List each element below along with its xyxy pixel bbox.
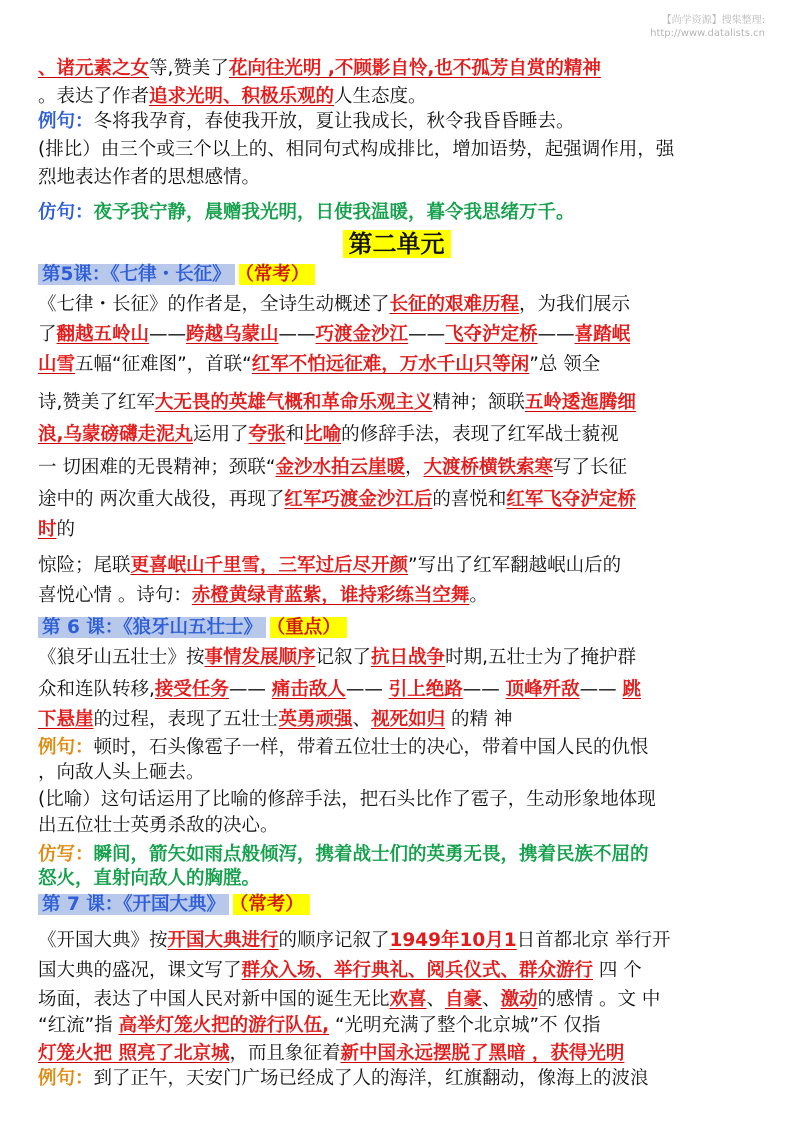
body-text: ——: [345, 679, 389, 700]
text-line: [38, 84, 763, 110]
body-text: 诗,赞美了红军: [38, 392, 155, 413]
body-text: 和: [285, 424, 305, 445]
highlight-text: 时: [38, 519, 57, 540]
body-text: 的感情 。文 中: [537, 989, 661, 1010]
text-line: [38, 707, 763, 733]
lesson-header: [38, 261, 315, 289]
highlight-text: 抗日战争: [371, 647, 446, 668]
body-text: 。: [469, 585, 488, 606]
body-text: 、: [426, 989, 446, 1010]
body-text: 《七律・长征》的作者是，全诗生动概述了: [38, 294, 390, 315]
body-text: ——: [462, 679, 506, 700]
highlight-text: 视死如归: [371, 709, 446, 730]
highlight-text: 英勇顽强: [278, 709, 353, 730]
text-line: [38, 553, 763, 579]
text-line: [38, 987, 763, 1013]
highlight-text: 翻越五岭山: [56, 324, 150, 345]
highlight-text: 飞夺泸定桥: [445, 324, 538, 345]
lesson-tag: （重点）: [270, 617, 347, 638]
body-text: ”写出了红军翻越岷山后的: [408, 555, 622, 576]
label-text: 例句：: [38, 111, 94, 132]
text-line: [38, 165, 763, 191]
highlight-text: 浪,乌蒙磅礴走泥丸: [38, 424, 194, 445]
body-text: 等,赞美了: [149, 58, 229, 79]
watermark-line: 【尚学资源】搜集整理:: [661, 15, 765, 26]
text-line: [38, 583, 763, 609]
body-text: 冬将我孕育，春使我开放，夏让我成长，秋令我昏昏睡去。: [93, 111, 575, 132]
body-text: 、: [352, 709, 372, 730]
body-text: 日首都北京 举行开: [516, 930, 671, 951]
body-text: (比喻）这句话运用了比喻的修辞手法，把石头比作了雹子，生动形象地体现: [38, 789, 656, 810]
highlight-text: 、诸元素之女: [38, 58, 150, 79]
highlight-text: 追求光明、积极乐观的: [149, 86, 335, 107]
imitation-sentence: 瞬间，箭矢如雨点般倾泻，携着战士们的英勇无畏，携着民族不屈的: [93, 844, 649, 865]
label-text: 例句：: [38, 1068, 94, 1089]
lesson-tag: （常考）: [233, 894, 310, 915]
text-line: [38, 292, 763, 318]
body-text: ——: [149, 324, 187, 345]
lesson-title: 第5课：《七律・长征》: [38, 264, 235, 285]
highlight-text: 喜踏岷: [574, 324, 631, 345]
highlight-text: 红军飞夺泸定桥: [506, 489, 636, 510]
body-text: “光明充满了整个北京城”不 仅指: [329, 1015, 601, 1036]
body-text: “红流”指: [38, 1015, 119, 1036]
text-line: [38, 760, 763, 786]
text-line: [38, 137, 763, 163]
highlight-text: 五岭逶迤腾细: [524, 392, 636, 413]
body-text: ，为我们展示: [519, 294, 631, 315]
highlight-text: 跳: [622, 679, 642, 700]
body-text: 记叙了: [315, 647, 372, 668]
highlight-text: 引上绝路: [388, 679, 463, 700]
text-line: [38, 1066, 763, 1092]
text-line: [38, 56, 763, 82]
body-text: 《狼牙山五壮士》按: [38, 647, 205, 668]
lesson-title: 第 6 课：《狼牙山五壮士》: [38, 617, 266, 638]
text-line: [38, 352, 763, 378]
label-text: 仿句：: [38, 202, 94, 223]
highlight-text: 1949年10月1: [389, 930, 517, 951]
highlight-text: 大渡桥横铁索寒: [423, 457, 554, 478]
body-text: 《开国大典》按: [38, 930, 168, 951]
unit-heading-text: 第二单元: [343, 230, 451, 258]
highlight-text: 激动: [500, 989, 538, 1010]
text-line: [38, 813, 763, 839]
text-line: [38, 1041, 763, 1067]
text-line: [38, 1013, 763, 1039]
label-text: 仿写：: [38, 844, 94, 865]
highlight-text: 赤橙黄绿青蓝紫，谁持彩练当空舞: [191, 585, 470, 606]
body-text: 的过程，表现了五壮士: [93, 709, 279, 730]
highlight-text: 跨越乌蒙山: [186, 324, 279, 345]
text-line: [38, 390, 763, 416]
highlight-text: 群众入场、举行典礼、阅兵仪式、群众游行: [241, 960, 594, 981]
imitation-sentence: 夜予我宁静，晨赠我光明，日使我温暖，暮令我思绪万千。: [93, 202, 575, 223]
highlight-text: 顶峰歼敌: [505, 679, 580, 700]
body-text: ——: [537, 324, 575, 345]
body-text: (排比）由三个或三个以上的、相同句式构成排比，增加语势，起强调作用，强: [38, 139, 675, 160]
body-text: 到了正午，天安门广场已经成了人的海洋，红旗翻动，像海上的波浪: [93, 1068, 649, 1089]
text-line: [38, 677, 763, 703]
unit-heading: [0, 228, 793, 260]
body-text: 了: [38, 324, 57, 345]
highlight-text: 自豪: [445, 989, 483, 1010]
watermark: [650, 14, 765, 40]
highlight-text: 下悬崖: [38, 709, 94, 730]
highlight-text: 花向往光明 ,不顾影自怜,也不孤芳自赏的精神: [228, 58, 601, 79]
highlight-text: 比喻: [304, 424, 342, 445]
body-text: 精神；颔联: [432, 392, 525, 413]
text-line: [38, 866, 763, 892]
highlight-text: 红军巧渡金沙江后: [284, 489, 433, 510]
highlight-text: 长征的艰难历程: [389, 294, 520, 315]
body-text: 惊险；尾联: [38, 555, 131, 576]
body-text: 烈地表达作者的思想感情。: [38, 167, 261, 188]
body-text: 。表达了作者: [38, 86, 150, 107]
highlight-text: 接受任务: [154, 679, 229, 700]
highlight-text: 痛击敌人: [271, 679, 346, 700]
body-text: 运用了: [193, 424, 249, 445]
body-text: ”总 领全: [529, 354, 601, 375]
text-line: [38, 928, 763, 954]
text-line: [38, 422, 763, 448]
body-text: 国大典的盛况，课文写了: [38, 960, 242, 981]
text-line: [38, 842, 763, 868]
highlight-text: 红军不怕远征难，万水千山只等闲: [251, 354, 530, 375]
highlight-text: 巧渡金沙江: [315, 324, 409, 345]
body-text: 喜悦心情 。诗句：: [38, 585, 192, 606]
text-line: [38, 109, 763, 135]
body-text: 的: [56, 519, 76, 540]
highlight-text: 开国大典进行: [167, 930, 279, 951]
body-text: 人生态度。: [334, 86, 427, 107]
text-line: [38, 958, 763, 984]
highlight-text: 灯笼火把 照亮了北京城: [38, 1043, 230, 1064]
body-text: 的顺序记叙了: [278, 930, 390, 951]
body-text: 、: [482, 989, 501, 1010]
body-text: ——: [278, 324, 316, 345]
body-text: 众和连队转移,: [38, 679, 155, 700]
highlight-text: 更喜岷山千里雪，三军过后尽开颜: [130, 555, 409, 576]
highlight-text: 高举灯笼火把的游行队伍,: [118, 1015, 330, 1036]
text-line: [38, 322, 763, 348]
body-text: 场面，表达了中国人民对新中国的诞生无比: [38, 989, 390, 1010]
watermark-line: http://www.datalists.cn: [650, 28, 765, 39]
highlight-text: 山雪: [38, 354, 76, 375]
text-line: [38, 645, 763, 671]
lesson-tag: （常考）: [239, 264, 316, 285]
body-text: 一 切困难的无畏精神；颈联“: [38, 457, 276, 478]
body-text: ，向敌人头上砸去。: [38, 762, 205, 783]
body-text: 时期,五壮士为了掩护群: [445, 647, 636, 668]
body-text: ——: [228, 679, 272, 700]
body-text: 的喜悦和: [432, 489, 507, 510]
body-text: ——: [408, 324, 446, 345]
text-line: [38, 735, 763, 761]
body-text: ，: [404, 457, 424, 478]
body-text: 途中的 两次重大战役，再现了: [38, 489, 285, 510]
body-text: ——: [579, 679, 623, 700]
body-text: 四 个: [593, 960, 642, 981]
lesson-title: 第 7 课：《开国大典》: [38, 894, 229, 915]
highlight-text: 大无畏的英雄气概和革命乐观主义: [154, 392, 433, 413]
body-text: 的修辞手法，表现了红军战士藐视: [341, 424, 619, 445]
imitation-sentence: 怒火，直射向敌人的胸膛。: [38, 868, 261, 889]
highlight-text: 新中国永远摆脱了黑暗 ，获得光明: [340, 1043, 625, 1064]
body-text: 的精 神: [445, 709, 513, 730]
lesson-header: [38, 891, 310, 919]
text-line: [38, 787, 763, 813]
body-text: 写了长征: [553, 457, 628, 478]
body-text: 顿时，石头像雹子一样，带着五位壮士的决心，带着中国人民的仇恨: [93, 737, 649, 758]
label-text: 例句：: [38, 737, 94, 758]
highlight-text: 事情发展顺序: [204, 647, 316, 668]
highlight-text: 欢喜: [389, 989, 427, 1010]
body-text: ，而且象征着: [229, 1043, 341, 1064]
text-line: [38, 455, 763, 481]
highlight-text: 金沙水拍云崖暖: [275, 457, 405, 478]
body-text: 五幅“征难图”，首联“: [75, 354, 252, 375]
lesson-header: [38, 614, 347, 642]
text-line: [38, 487, 763, 513]
body-text: 出五位壮士英勇杀敌的决心。: [38, 815, 279, 836]
highlight-text: 夸张: [248, 424, 286, 445]
text-line: [38, 517, 763, 543]
text-line: [38, 200, 763, 226]
